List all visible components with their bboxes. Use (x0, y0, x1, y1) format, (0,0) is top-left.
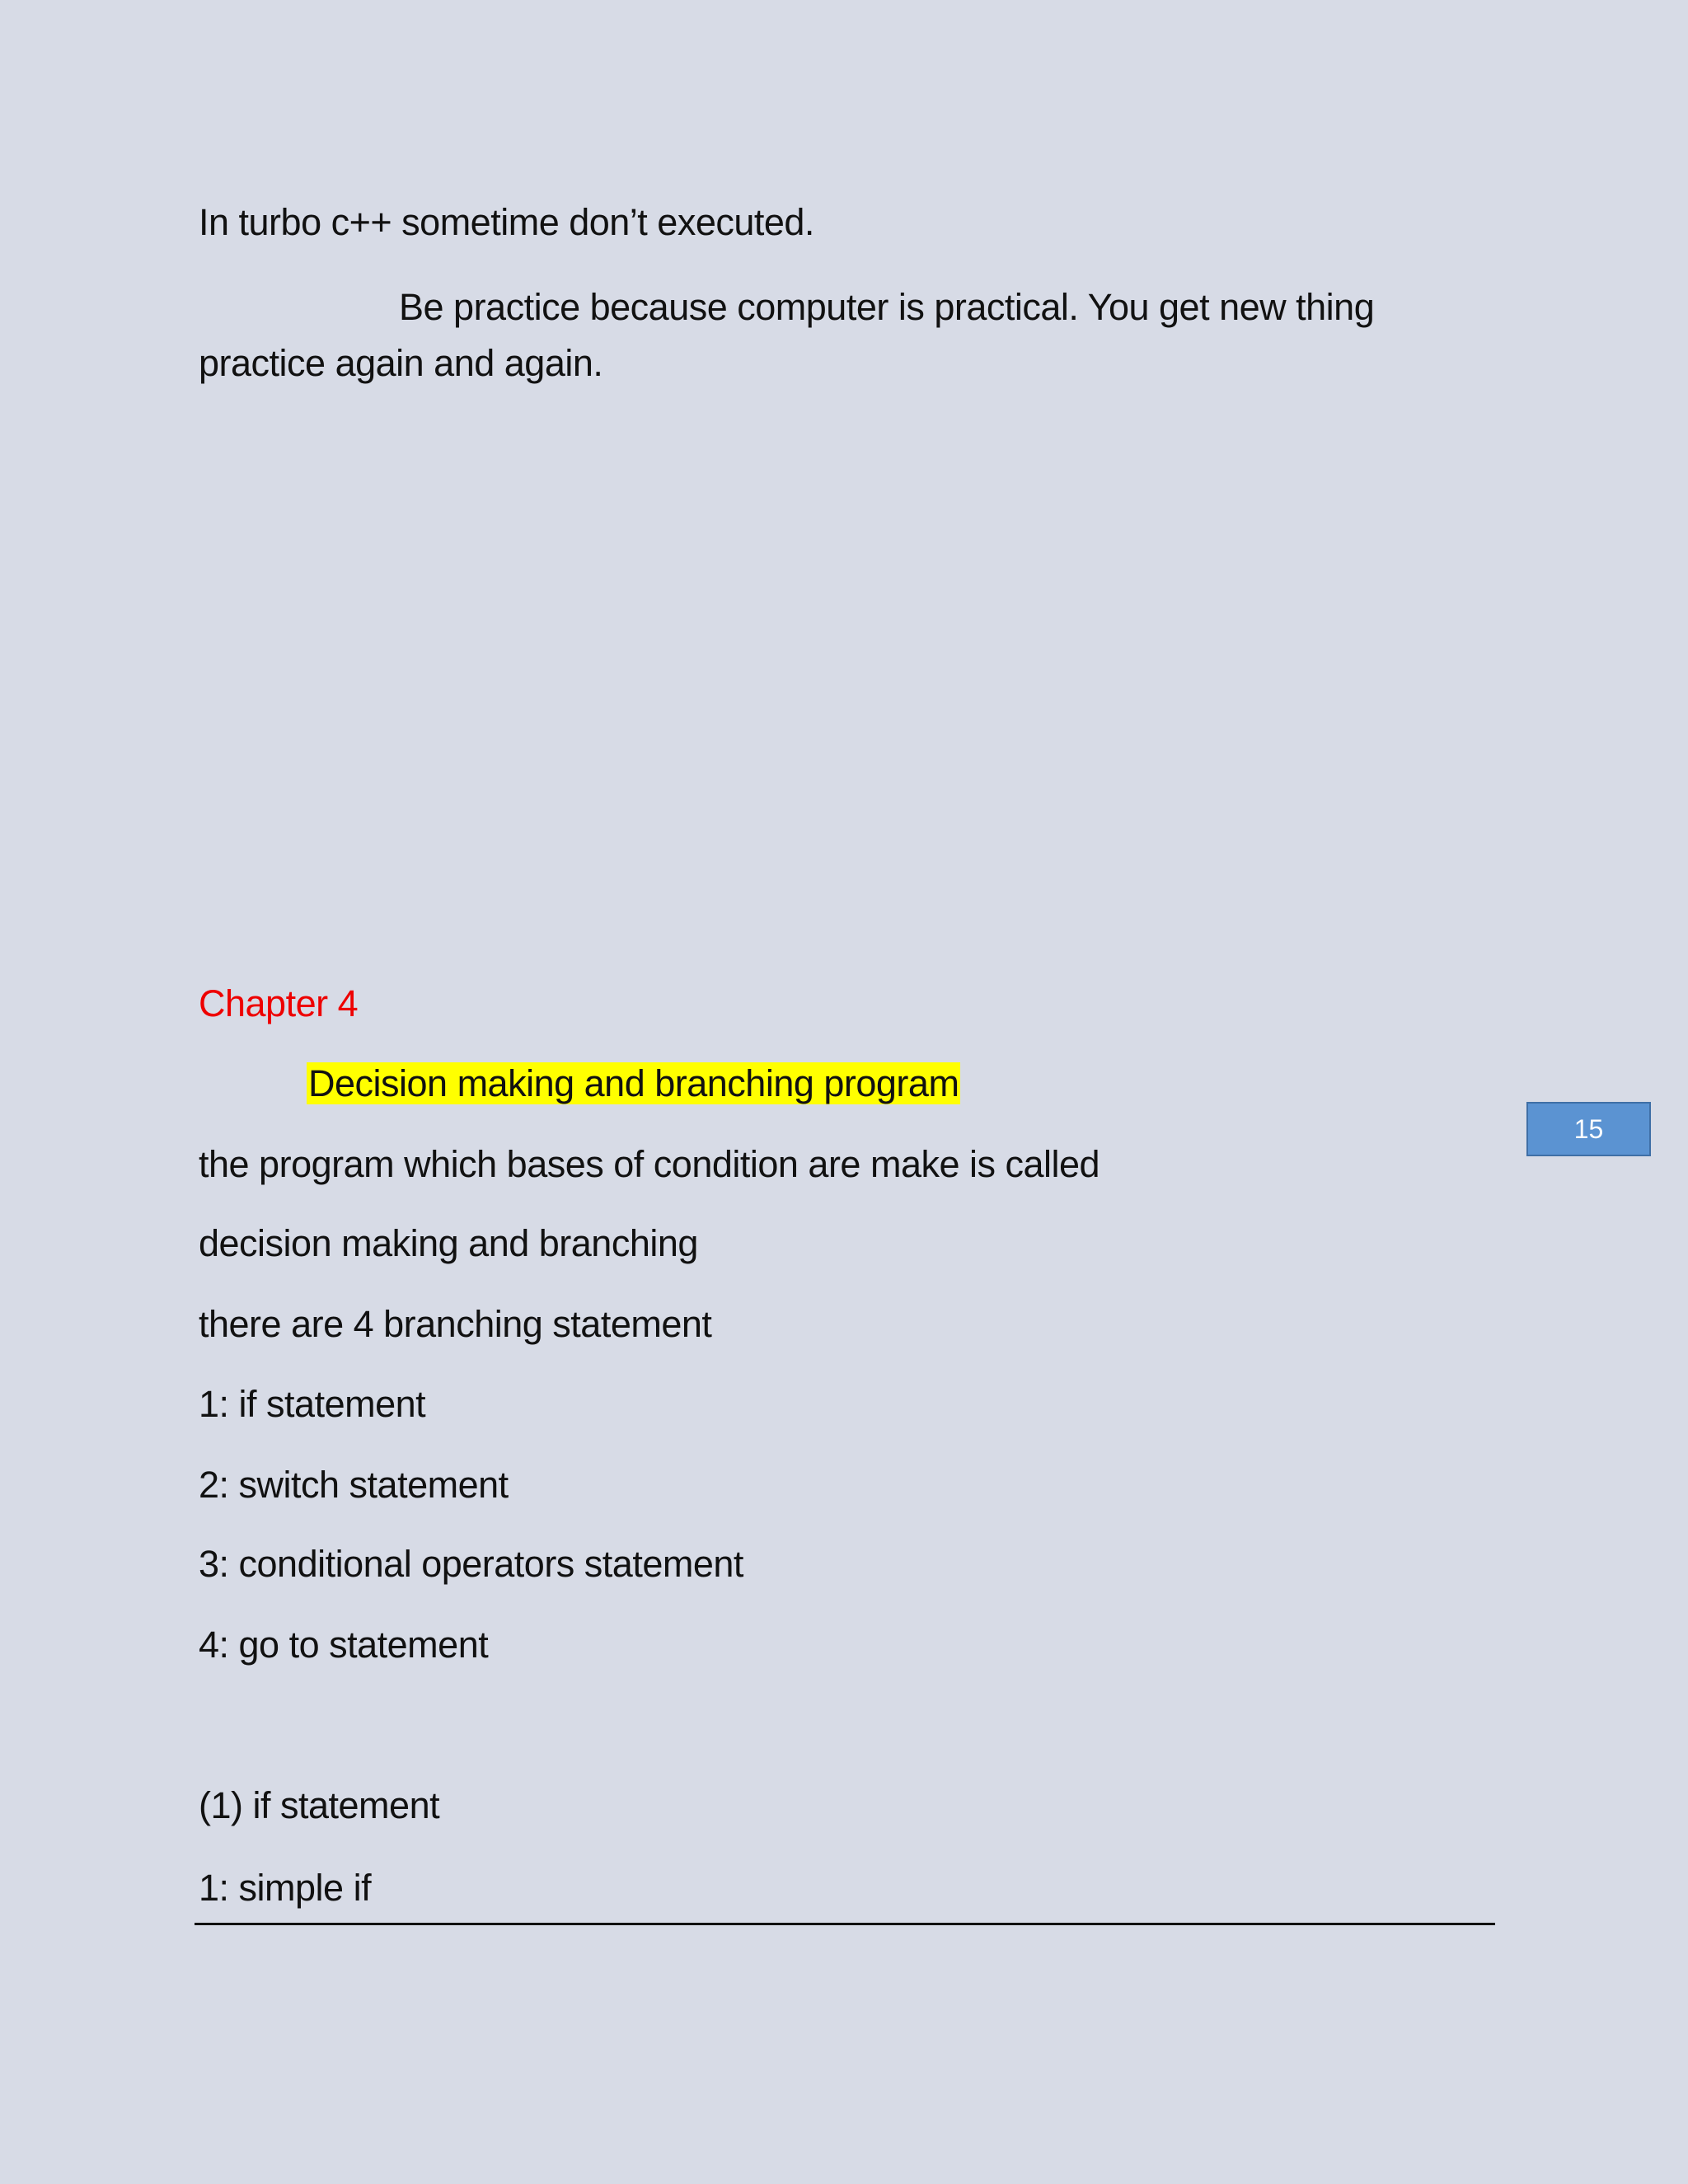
horizontal-rule (195, 1923, 1495, 1925)
body-line-count: there are 4 branching statement (199, 1303, 712, 1345)
list-item-goto: 4: go to statement (199, 1624, 489, 1666)
list-item-if: 1: if statement (199, 1383, 426, 1425)
paragraph-practice-note: Be practice because computer is practical. You get new thing practice again and again. (199, 286, 1375, 384)
chapter-title-text: Decision making and branching program (308, 1062, 959, 1104)
list-item-switch: 2: switch statement (199, 1464, 509, 1506)
list-item-conditional: 3: conditional operators statement (199, 1543, 743, 1585)
chapter-title (307, 1061, 960, 1107)
body-line-definition-cont: decision making and branching (199, 1222, 698, 1264)
paragraph-turbo-note: In turbo c++ sometime don’t executed. (199, 201, 814, 243)
subsection-item: 1: simple if (199, 1867, 372, 1909)
chapter-label: Chapter 4 (199, 982, 359, 1024)
subsection-heading: (1) if statement (199, 1784, 440, 1826)
page-number-badge: 15 (1526, 1102, 1651, 1156)
body-line-definition: the program which bases of condition are make is called (199, 1143, 1100, 1185)
